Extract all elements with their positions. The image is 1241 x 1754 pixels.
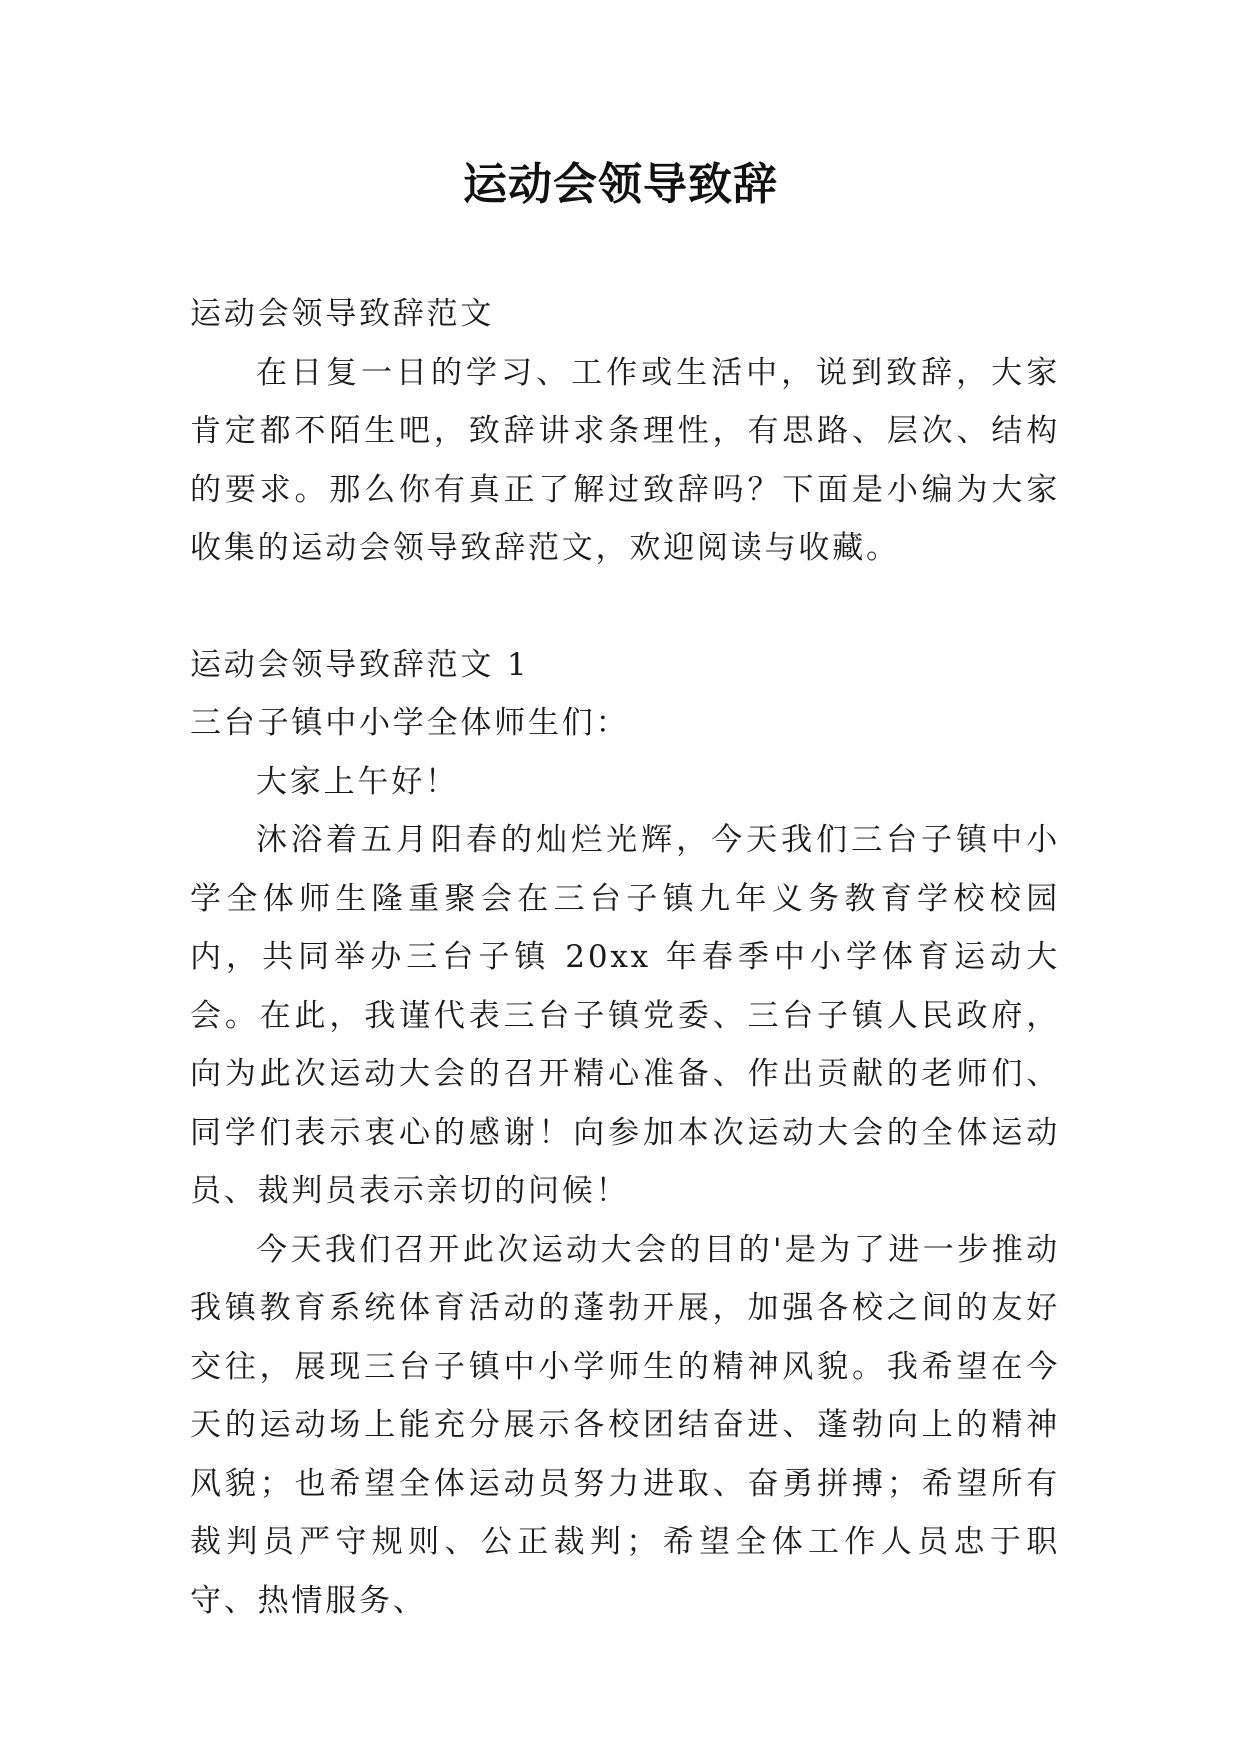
section-heading: 运动会领导致辞范文 1 bbox=[190, 646, 530, 683]
salutation: 三台子镇中小学全体师生们： bbox=[190, 705, 630, 741]
body-paragraph-1: 沐浴着五月阳春的灿烂光辉，今天我们三台子镇中小学全体师生隆重聚会在三台子镇九年义务教育学校校园内，共同举办三台子镇 20xx 年春季中小学体育运动大会。在此，我谨代表三台子镇党委、三台子镇人民政府，向为此次运动大会的召开精心准备、作出贡献的老师们、同学们表示衷心的感谢！向参加本次运动大会的全体运动员、裁判员表示亲切的问候！ bbox=[190, 822, 1060, 1209]
subtitle: 运动会领导致辞范文 bbox=[190, 296, 495, 332]
greeting: 大家上午好！ bbox=[256, 763, 459, 800]
document-title: 运动会领导致辞 bbox=[463, 159, 778, 210]
body-paragraph-2: 今天我们召开此次运动大会的目的'是为了进一步推动我镇教育系统体育活动的蓬勃开展，加强各校之间的友好交往，展现三台子镇中小学师生的精神风貌。我希望在今天的运动场上能充分展示各校团结奋进、蓬勃向上的精神风貌；也希望全体运动员努力进取、奋勇拼搏；希望所有裁判员严守规则、公正裁判；希望全体工作人员忠于职守、热情服务、 bbox=[190, 1231, 1060, 1619]
intro-paragraph: 在日复一日的学习、工作或生活中，说到致辞，大家肯定都不陌生吧，致辞讲求条理性，有思路、层次、结构的要求。那么你有真正了解过致辞吗？下面是小编为大家收集的运动会领导致辞范文，欢迎阅读与收藏。 bbox=[190, 354, 1060, 566]
document-body bbox=[190, 285, 1060, 1630]
